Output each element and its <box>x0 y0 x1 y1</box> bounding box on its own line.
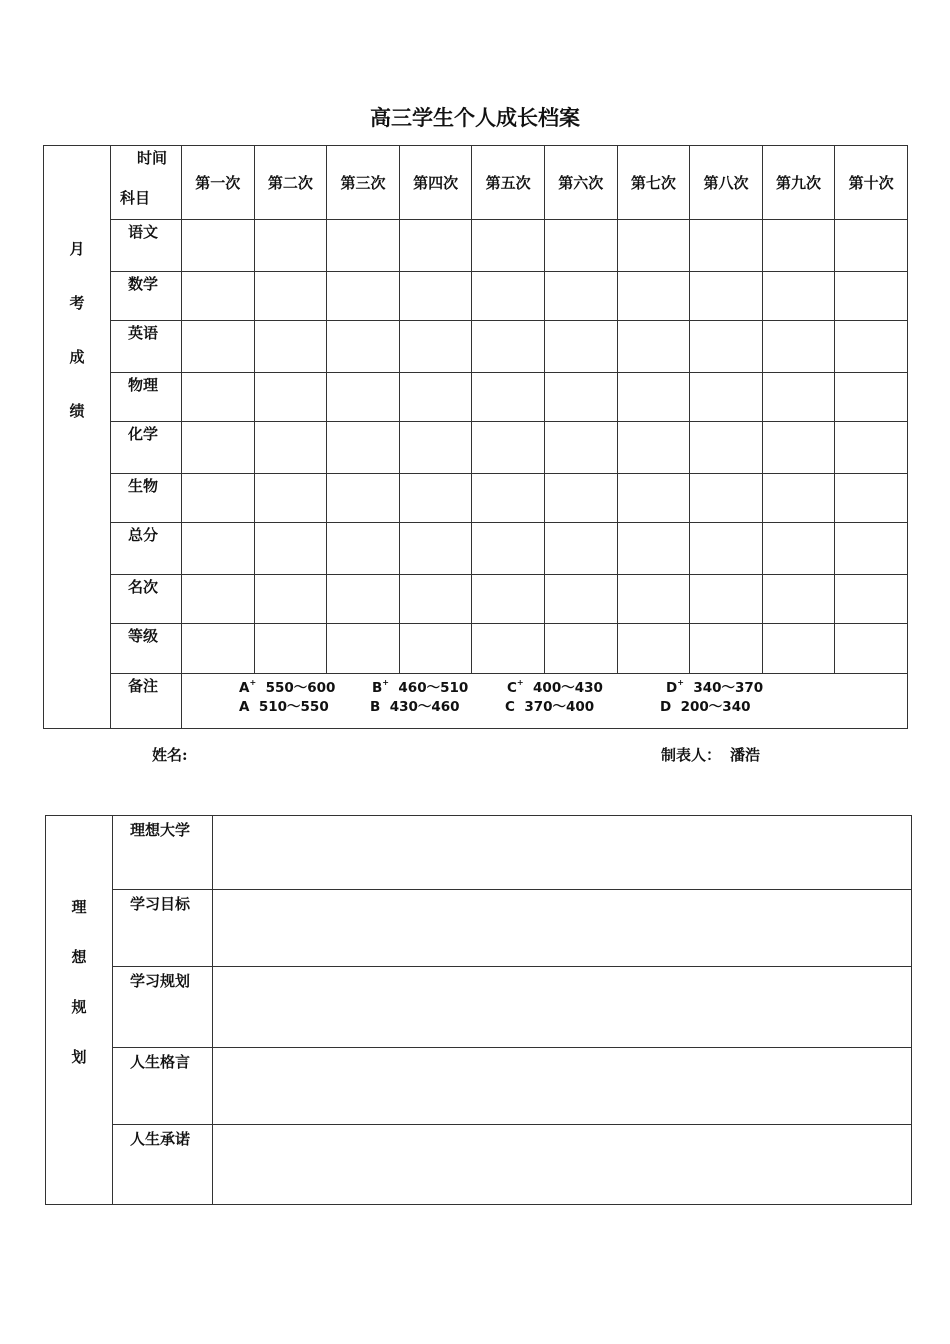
score-cell[interactable] <box>617 624 690 674</box>
grade-letter: C <box>507 680 517 696</box>
score-cell[interactable] <box>690 373 763 422</box>
plan-row-label: 理想大学 <box>113 816 213 890</box>
side-label-char: 想 <box>71 948 87 966</box>
grade-ranges <box>182 674 908 729</box>
column-header: 第二次 <box>254 146 327 220</box>
side-label-char: 绩 <box>69 402 85 420</box>
score-cell[interactable] <box>835 321 908 373</box>
score-cell[interactable] <box>835 575 908 624</box>
plan-row-label: 学习目标 <box>113 890 213 967</box>
score-cell[interactable] <box>399 523 472 575</box>
grade-score-range: 370～400 <box>524 699 595 715</box>
score-cell[interactable] <box>399 575 472 624</box>
score-cell[interactable] <box>762 220 835 272</box>
side-label-char: 月 <box>69 240 85 258</box>
score-cell[interactable] <box>182 575 255 624</box>
grade-score-range: 550～600 <box>265 680 336 696</box>
score-cell[interactable] <box>762 523 835 575</box>
column-header: 第八次 <box>690 146 763 220</box>
score-cell[interactable] <box>762 474 835 523</box>
score-cell[interactable] <box>254 624 327 674</box>
score-cell[interactable] <box>182 624 255 674</box>
score-cell[interactable] <box>762 624 835 674</box>
score-cell[interactable] <box>254 474 327 523</box>
column-header: 第三次 <box>327 146 400 220</box>
score-cell[interactable] <box>254 422 327 474</box>
grade-range <box>507 676 603 696</box>
score-cell[interactable] <box>327 575 400 624</box>
score-cell[interactable] <box>762 575 835 624</box>
score-cell[interactable] <box>182 474 255 523</box>
score-cell[interactable] <box>254 373 327 422</box>
column-header: 第五次 <box>472 146 545 220</box>
row-label: 数学 <box>111 272 182 321</box>
grade-range <box>370 695 460 715</box>
score-cell[interactable] <box>472 474 545 523</box>
score-cell[interactable] <box>544 474 617 523</box>
score-cell[interactable] <box>254 575 327 624</box>
score-cell[interactable] <box>182 272 255 321</box>
score-cell[interactable] <box>327 272 400 321</box>
grade-range <box>505 695 594 715</box>
table-row <box>44 321 908 373</box>
row-label: 物理 <box>111 373 182 422</box>
plan-row-label: 学习规划 <box>113 967 213 1048</box>
score-cell[interactable] <box>472 373 545 422</box>
grade-score-range: 200～340 <box>680 699 751 715</box>
score-cell[interactable] <box>617 575 690 624</box>
score-cell[interactable] <box>690 523 763 575</box>
grade-range <box>660 695 751 715</box>
score-cell[interactable] <box>399 422 472 474</box>
score-cell[interactable] <box>472 321 545 373</box>
row-label: 英语 <box>111 321 182 373</box>
score-cell[interactable] <box>254 272 327 321</box>
score-cell[interactable] <box>762 272 835 321</box>
score-cell[interactable] <box>544 624 617 674</box>
score-cell[interactable] <box>182 422 255 474</box>
column-header: 第九次 <box>762 146 835 220</box>
table-row <box>46 890 912 967</box>
score-cell[interactable] <box>544 373 617 422</box>
grade-range <box>239 695 329 715</box>
score-cell[interactable] <box>327 321 400 373</box>
score-cell[interactable] <box>690 474 763 523</box>
table-row <box>44 624 908 674</box>
monthly-exam-side-label <box>44 146 111 729</box>
plan-row-label: 人生承诺 <box>113 1125 213 1205</box>
note-label: 备注 <box>111 674 182 729</box>
grade-score-range: 460～510 <box>398 680 469 696</box>
row-label: 等级 <box>111 624 182 674</box>
column-header: 第四次 <box>399 146 472 220</box>
grade-letter: C <box>505 699 515 715</box>
score-cell[interactable] <box>327 373 400 422</box>
score-cell[interactable] <box>617 321 690 373</box>
table-row <box>44 373 908 422</box>
score-cell[interactable] <box>544 575 617 624</box>
score-cell[interactable] <box>254 523 327 575</box>
score-cell[interactable] <box>544 272 617 321</box>
column-header: 第七次 <box>617 146 690 220</box>
column-header: 第六次 <box>544 146 617 220</box>
note-row <box>44 674 908 729</box>
grade-range <box>372 676 468 696</box>
table-row <box>44 422 908 474</box>
corner-header <box>111 146 182 220</box>
score-cell[interactable] <box>472 523 545 575</box>
grade-letter: B <box>370 699 381 715</box>
student-name-label: 姓名: <box>152 746 188 764</box>
plan-entry-cell[interactable] <box>213 967 912 1048</box>
score-cell[interactable] <box>617 272 690 321</box>
score-cell[interactable] <box>254 220 327 272</box>
plan-entry-cell[interactable] <box>213 890 912 967</box>
score-cell[interactable] <box>544 422 617 474</box>
table-row <box>44 272 908 321</box>
score-cell[interactable] <box>690 272 763 321</box>
score-cell[interactable] <box>472 575 545 624</box>
score-cell[interactable] <box>544 220 617 272</box>
row-label: 生物 <box>111 474 182 523</box>
header-row <box>44 146 908 220</box>
plan-row-label: 人生格言 <box>113 1048 213 1125</box>
side-label-char: 理 <box>71 898 87 916</box>
score-cell[interactable] <box>835 624 908 674</box>
score-cell[interactable] <box>835 474 908 523</box>
grade-letter: A <box>239 680 250 696</box>
table-maker: 制表人： 潘浩 <box>661 746 761 764</box>
score-cell[interactable] <box>690 575 763 624</box>
score-cell[interactable] <box>327 422 400 474</box>
score-cell[interactable] <box>762 373 835 422</box>
monthly-exam-table <box>43 145 908 729</box>
score-cell[interactable] <box>544 523 617 575</box>
grade-letter: D <box>666 680 678 696</box>
column-header: 第十次 <box>835 146 908 220</box>
score-cell[interactable] <box>617 373 690 422</box>
score-cell[interactable] <box>617 474 690 523</box>
table-row <box>46 816 912 890</box>
score-cell[interactable] <box>690 422 763 474</box>
plan-entry-cell[interactable] <box>213 1125 912 1205</box>
score-cell[interactable] <box>617 220 690 272</box>
page-title: 高三学生个人成长档案 <box>370 105 580 130</box>
corner-subject-label: 科目 <box>120 189 151 207</box>
score-cell[interactable] <box>327 220 400 272</box>
corner-time-label: 时间 <box>137 149 168 167</box>
score-cell[interactable] <box>835 272 908 321</box>
score-cell[interactable] <box>690 321 763 373</box>
grade-score-range: 340～370 <box>693 680 764 696</box>
score-cell[interactable] <box>327 523 400 575</box>
score-cell[interactable] <box>472 220 545 272</box>
score-cell[interactable] <box>399 272 472 321</box>
score-cell[interactable] <box>399 321 472 373</box>
row-label: 总分 <box>111 523 182 575</box>
score-cell[interactable] <box>472 272 545 321</box>
table-row <box>46 1125 912 1205</box>
grade-plus: + <box>677 677 684 687</box>
score-cell[interactable] <box>835 422 908 474</box>
score-cell[interactable] <box>399 220 472 272</box>
grade-score-range: 510～550 <box>258 699 329 715</box>
score-cell[interactable] <box>617 422 690 474</box>
grade-score-range: 400～430 <box>533 680 603 696</box>
score-cell[interactable] <box>472 624 545 674</box>
score-cell[interactable] <box>399 373 472 422</box>
table-row <box>46 967 912 1048</box>
row-label: 名次 <box>111 575 182 624</box>
table-row <box>44 575 908 624</box>
plan-entry-cell[interactable] <box>213 816 912 890</box>
score-cell[interactable] <box>182 220 255 272</box>
score-cell[interactable] <box>182 373 255 422</box>
plan-entry-cell[interactable] <box>213 1048 912 1125</box>
score-cell[interactable] <box>690 624 763 674</box>
grade-plus: + <box>516 677 524 687</box>
score-cell[interactable] <box>182 523 255 575</box>
grade-letter: D <box>660 699 672 715</box>
grade-score-range: 430～460 <box>389 699 460 715</box>
score-cell[interactable] <box>544 321 617 373</box>
table-row <box>46 1048 912 1125</box>
table-row <box>44 220 908 272</box>
side-label-char: 划 <box>71 1048 87 1066</box>
column-header: 第一次 <box>182 146 255 220</box>
score-cell[interactable] <box>617 523 690 575</box>
score-cell[interactable] <box>762 321 835 373</box>
score-cell[interactable] <box>690 220 763 272</box>
grade-letter: B <box>372 680 383 696</box>
score-cell[interactable] <box>472 422 545 474</box>
score-cell[interactable] <box>835 220 908 272</box>
row-label: 语文 <box>111 220 182 272</box>
side-label-char: 规 <box>71 998 87 1016</box>
table-row <box>44 474 908 523</box>
score-cell[interactable] <box>182 321 255 373</box>
row-label: 化学 <box>111 422 182 474</box>
side-label-char: 成 <box>69 348 85 366</box>
score-cell[interactable] <box>327 624 400 674</box>
table-row <box>44 523 908 575</box>
score-cell[interactable] <box>254 321 327 373</box>
grade-range <box>666 676 763 696</box>
score-cell[interactable] <box>399 624 472 674</box>
grade-range <box>239 676 335 696</box>
score-cell[interactable] <box>762 422 835 474</box>
grade-letter: A <box>239 699 250 715</box>
ideal-plan-side-label <box>46 816 113 1205</box>
side-label-char: 考 <box>69 294 85 312</box>
grade-plus: + <box>382 677 389 687</box>
ideal-plan-table <box>45 815 912 1205</box>
score-cell[interactable] <box>835 373 908 422</box>
score-cell[interactable] <box>327 474 400 523</box>
score-cell[interactable] <box>399 474 472 523</box>
grade-plus: + <box>249 677 257 687</box>
score-cell[interactable] <box>835 523 908 575</box>
